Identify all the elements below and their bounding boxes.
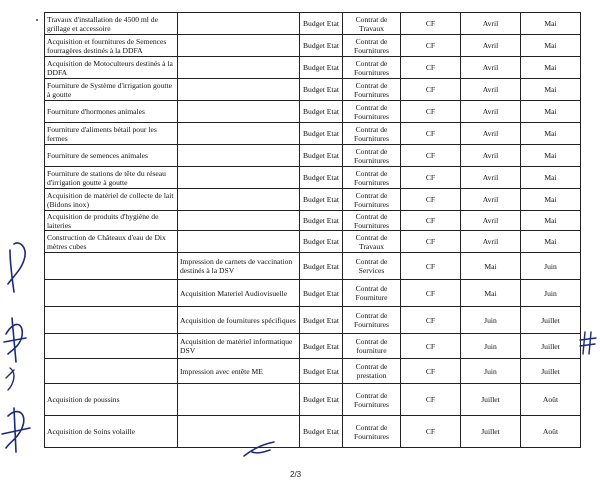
funding-source-cell: Budget Etat: [300, 359, 343, 384]
start-month-cell: Avril: [461, 231, 521, 253]
start-month-cell: Avril: [461, 211, 521, 231]
end-month-cell: Mai: [521, 35, 581, 57]
control-cell: CF: [401, 416, 461, 448]
sub-activity-cell: [178, 35, 300, 57]
activity-cell: Fourniture d'aliments bétail pour les fermes: [45, 123, 178, 145]
handwritten-initials-mark: [0, 238, 36, 456]
table-row: [45, 307, 581, 334]
end-month-cell: Mai: [521, 123, 581, 145]
control-cell: CF: [401, 145, 461, 167]
start-month-cell: Mai: [461, 280, 521, 307]
activity-cell: [45, 359, 178, 384]
activity-cell: Fourniture de semences animales: [45, 145, 178, 167]
end-month-cell: Août: [521, 384, 581, 416]
funding-source-cell: Budget Etat: [300, 253, 343, 280]
page-number: 2/3: [290, 470, 302, 479]
table-row: [45, 79, 581, 101]
end-month-cell: Août: [521, 416, 581, 448]
end-month-cell: Mai: [521, 145, 581, 167]
contract-type-cell: Contrat de Travaux: [343, 13, 401, 35]
contract-type-cell: Contrat de Fournitures: [343, 123, 401, 145]
contract-type-cell: Contrat de Fournitures: [343, 57, 401, 79]
handwritten-paraph-mark: [240, 438, 280, 460]
start-month-cell: Avril: [461, 189, 521, 211]
start-month-cell: Avril: [461, 167, 521, 189]
table-row: [45, 189, 581, 211]
contract-type-cell: Contrat de Fournitures: [343, 167, 401, 189]
funding-source-cell: Budget Etat: [300, 211, 343, 231]
sub-activity-cell: [178, 123, 300, 145]
control-cell: CF: [401, 35, 461, 57]
table-row: [45, 57, 581, 79]
table-row: [45, 334, 581, 359]
end-month-cell: Juillet: [521, 359, 581, 384]
sub-activity-cell: [178, 13, 300, 35]
control-cell: CF: [401, 189, 461, 211]
sub-activity-cell: [178, 231, 300, 253]
activity-cell: Fourniture de Système d'irrigation goutte à goutte: [45, 79, 178, 101]
end-month-cell: Mai: [521, 167, 581, 189]
table-row: [45, 280, 581, 307]
end-month-cell: Juillet: [521, 307, 581, 334]
activity-cell: [45, 280, 178, 307]
control-cell: CF: [401, 79, 461, 101]
procurement-table: [44, 12, 581, 448]
end-month-cell: Mai: [521, 79, 581, 101]
start-month-cell: Juillet: [461, 384, 521, 416]
control-cell: CF: [401, 253, 461, 280]
control-cell: CF: [401, 384, 461, 416]
funding-source-cell: Budget Etat: [300, 189, 343, 211]
funding-source-cell: Budget Etat: [300, 167, 343, 189]
sub-activity-cell: [178, 145, 300, 167]
end-month-cell: Mai: [521, 189, 581, 211]
end-month-cell: Juin: [521, 280, 581, 307]
end-month-cell: Juillet: [521, 334, 581, 359]
funding-source-cell: Budget Etat: [300, 280, 343, 307]
sub-activity-cell: Impression de carnets de vaccination destinés à la DSV: [178, 253, 300, 280]
activity-cell: [45, 253, 178, 280]
start-month-cell: Juin: [461, 359, 521, 384]
table-row: [45, 384, 581, 416]
table-row: [45, 145, 581, 167]
contract-type-cell: Contrat de fourniture: [343, 334, 401, 359]
start-month-cell: Avril: [461, 101, 521, 123]
table-row: [45, 123, 581, 145]
contract-type-cell: Contrat de Fourniture: [343, 280, 401, 307]
funding-source-cell: Budget Etat: [300, 57, 343, 79]
handwritten-hash-mark: [578, 328, 598, 358]
sub-activity-cell: Acquisition de matériel informatique DSV: [178, 334, 300, 359]
start-month-cell: Avril: [461, 57, 521, 79]
bullet-dot: [36, 19, 38, 21]
activity-cell: Fourniture d'hormones animales: [45, 101, 178, 123]
end-month-cell: Mai: [521, 211, 581, 231]
activity-cell: Acquisition de poussins: [45, 384, 178, 416]
start-month-cell: Juillet: [461, 416, 521, 448]
table-row: [45, 101, 581, 123]
contract-type-cell: Contrat de Fournitures: [343, 384, 401, 416]
contract-type-cell: Contrat de Fournitures: [343, 307, 401, 334]
activity-cell: Travaux d'installation de 4500 ml de grillage et accessoire: [45, 13, 178, 35]
sub-activity-cell: [178, 189, 300, 211]
activity-cell: Acquisition de Soins volaille: [45, 416, 178, 448]
activity-cell: Acquisition de Motoculteurs destinés à la DDFA: [45, 57, 178, 79]
contract-type-cell: Contrat de Fournitures: [343, 145, 401, 167]
activity-cell: Construction de Châteaux d'eau de Dix mètres cubes: [45, 231, 178, 253]
sub-activity-cell: Impression avec entête ME: [178, 359, 300, 384]
contract-type-cell: Contrat de Fournitures: [343, 416, 401, 448]
end-month-cell: Mai: [521, 231, 581, 253]
table-row: [45, 416, 581, 448]
funding-source-cell: Budget Etat: [300, 13, 343, 35]
control-cell: CF: [401, 211, 461, 231]
control-cell: CF: [401, 13, 461, 35]
funding-source-cell: Budget Etat: [300, 35, 343, 57]
start-month-cell: Avril: [461, 35, 521, 57]
sub-activity-cell: [178, 57, 300, 79]
funding-source-cell: Budget Etat: [300, 145, 343, 167]
contract-type-cell: Contrat de Fournitures: [343, 79, 401, 101]
funding-source-cell: Budget Etat: [300, 123, 343, 145]
start-month-cell: Avril: [461, 13, 521, 35]
control-cell: CF: [401, 334, 461, 359]
control-cell: CF: [401, 123, 461, 145]
end-month-cell: Mai: [521, 13, 581, 35]
sub-activity-cell: Acquisition Materiel Audiovisuelle: [178, 280, 300, 307]
table-row: [45, 253, 581, 280]
activity-cell: Acquisition de produits d'hygiène de laiteries: [45, 211, 178, 231]
contract-type-cell: Contrat de Fournitures: [343, 35, 401, 57]
control-cell: CF: [401, 101, 461, 123]
activity-cell: [45, 334, 178, 359]
sub-activity-cell: [178, 416, 300, 448]
start-month-cell: Avril: [461, 123, 521, 145]
table-row: [45, 359, 581, 384]
funding-source-cell: Budget Etat: [300, 384, 343, 416]
contract-type-cell: Contrat de prestation: [343, 359, 401, 384]
control-cell: CF: [401, 307, 461, 334]
funding-source-cell: Budget Etat: [300, 231, 343, 253]
funding-source-cell: Budget Etat: [300, 416, 343, 448]
sub-activity-cell: [178, 384, 300, 416]
sub-activity-cell: [178, 167, 300, 189]
contract-type-cell: Contrat de Fournitures: [343, 211, 401, 231]
control-cell: CF: [401, 167, 461, 189]
end-month-cell: Mai: [521, 101, 581, 123]
funding-source-cell: Budget Etat: [300, 79, 343, 101]
funding-source-cell: Budget Etat: [300, 101, 343, 123]
sub-activity-cell: [178, 101, 300, 123]
activity-cell: [45, 307, 178, 334]
start-month-cell: Juin: [461, 307, 521, 334]
sub-activity-cell: [178, 211, 300, 231]
table-row: [45, 167, 581, 189]
activity-cell: Acquisition de matériel de collecte de lait (Bidons inox): [45, 189, 178, 211]
control-cell: CF: [401, 280, 461, 307]
contract-type-cell: Contrat de Travaux: [343, 231, 401, 253]
table-row: [45, 211, 581, 231]
table-row: [45, 231, 581, 253]
sub-activity-cell: Acquisition de fournitures spécifiques: [178, 307, 300, 334]
start-month-cell: Avril: [461, 79, 521, 101]
table-row: [45, 13, 581, 35]
funding-source-cell: Budget Etat: [300, 334, 343, 359]
control-cell: CF: [401, 231, 461, 253]
activity-cell: Acquisition et fournitures de Semences fourragères destinés à la DDFA: [45, 35, 178, 57]
table-row: [45, 35, 581, 57]
start-month-cell: Juin: [461, 334, 521, 359]
contract-type-cell: Contrat de Fournitures: [343, 101, 401, 123]
end-month-cell: Mai: [521, 57, 581, 79]
control-cell: CF: [401, 359, 461, 384]
start-month-cell: Mai: [461, 253, 521, 280]
activity-cell: Fourniture de stations de tête du réseau d'irrigation goutte à goutte: [45, 167, 178, 189]
control-cell: CF: [401, 57, 461, 79]
start-month-cell: Avril: [461, 145, 521, 167]
contract-type-cell: Contrat de Services: [343, 253, 401, 280]
end-month-cell: Juin: [521, 253, 581, 280]
sub-activity-cell: [178, 79, 300, 101]
contract-type-cell: Contrat de Fournitures: [343, 189, 401, 211]
funding-source-cell: Budget Etat: [300, 307, 343, 334]
